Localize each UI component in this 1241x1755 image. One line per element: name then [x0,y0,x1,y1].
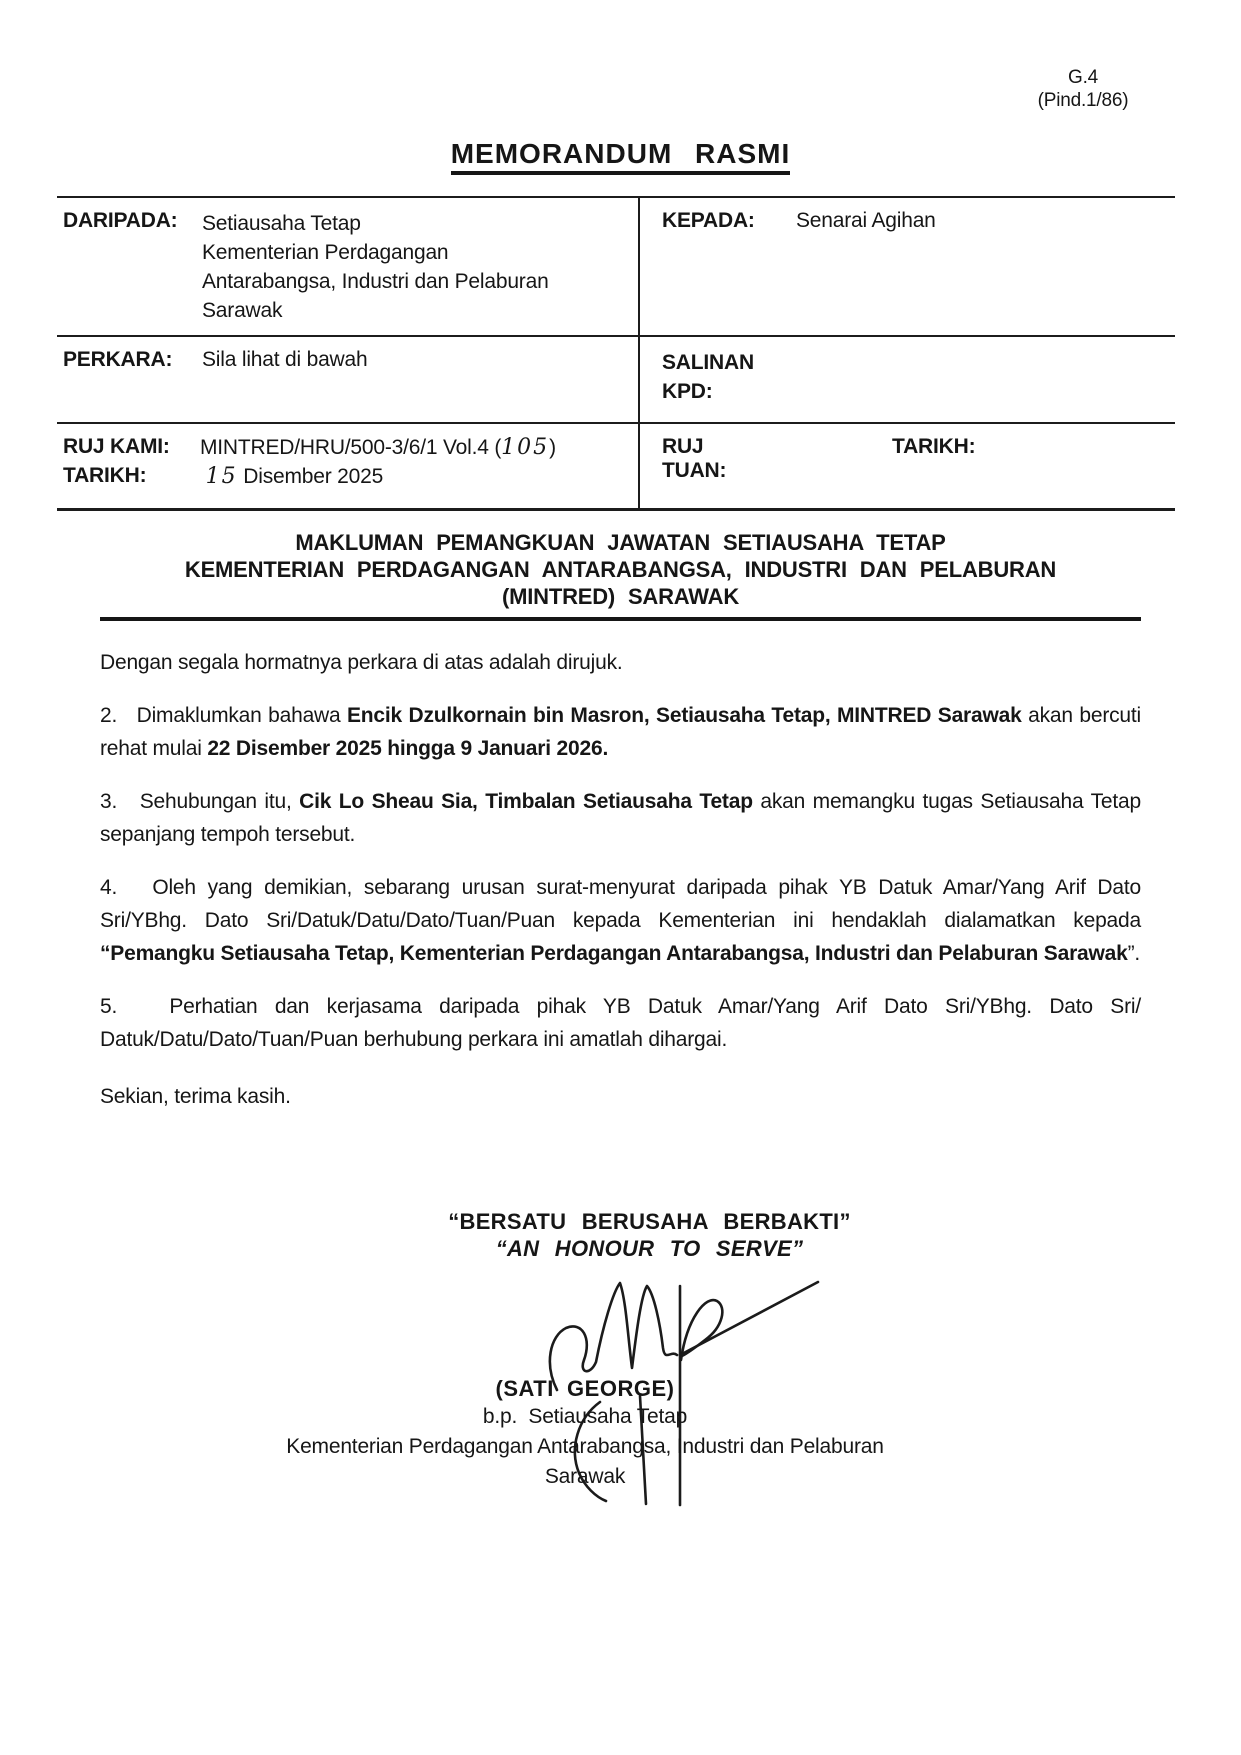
form-code: G.4 [1067,67,1099,88]
motto-english: “AN HONOUR TO SERVE” [495,1236,804,1261]
kepada-value: Senarai Agihan [796,209,936,232]
ruj-kami-handwritten-number: 105 [501,435,550,460]
paragraph-3: 3. Sehubungan itu, Cik Lo Sheau Sia, Timbalan Setiausaha Tetap akan memangku tugas Setiausaha Tetap sepanjang tempoh tersebut. [100,790,1142,846]
tarikh-handwritten-day: 15 [205,464,238,489]
ruj-tuan-label: RUJ TUAN: [662,435,727,482]
page-title: MEMORANDUM RASMI [451,138,791,175]
subject-heading [100,529,1141,621]
paragraph-2: 2. Dimaklumkan bahawa Encik Dzulkornain bin Masron, Setiausaha Tetap, MINTRED Sarawak akan bercuti rehat mulai 22 Disember 2025 hingga 9 Januari 2026. [100,704,1141,760]
subject-heading-line1: MAKLUMAN PEMANGKUAN JAWATAN SETIAUSAHA TETAP [295,530,946,555]
motto-block [0,1208,1241,1262]
subject-heading-line3: (MINTRED) SARAWAK [501,584,740,609]
form-revision: (Pind.1/86) [1037,90,1129,111]
paragraph-1: Dengan segala hormatnya perkara di atas adalah dirujuk. [100,651,623,674]
daripada-value: Setiausaha Tetap Kementerian Perdagangan Antarabangsa, Industri dan Pelaburan Sarawak [202,212,549,322]
ruj-kami-label: RUJ KAMI: [63,435,170,458]
signatory-on-behalf: b.p. Setiausaha Tetap [482,1405,688,1428]
closing-line: Sekian, terima kasih. [100,1085,291,1108]
ruj-kami-value: MINTRED/HRU/500-3/6/1 Vol.4 (105) [200,435,556,460]
kepada-label: KEPADA: [662,209,755,232]
memo-body [100,636,1141,1113]
motto-malay: “BERSATU BERUSAHA BERBAKTI” [448,1209,851,1234]
form-code-block [1018,66,1148,112]
memo-header-table [57,196,1175,511]
paragraph-4: 4. Oleh yang demikian, sebarang urusan surat-menyurat daripada pihak YB Datuk Amar/Yang Arif Dato Sri/YBhg. Dato Sri/Datuk/Datu/Dato/Tuan/Puan kepada Kementerian ini hendaklah dialamatkan kepada “Pemangku Setiausaha Tetap, Kementerian Perdagangan Antarabangsa, Industri dan Pelaburan Sarawak”. [100,876,1141,965]
subject-heading-line2: KEMENTERIAN PERDAGANGAN ANTARABANGSA, INDUSTRI DAN PELABURAN [184,557,1057,582]
perkara-label: PERKARA: [63,348,173,371]
paragraph-5: 5. Perhatian dan kerjasama daripada pihak YB Datuk Amar/Yang Arif Dato Sri/YBhg. Dato Sri/ Datuk/Datu/Dato/Tuan/Puan berhubung perkara ini amatlah dihargai. [100,995,1141,1051]
tarikh-tuan-label: TARIKH: [892,435,976,458]
signatory-org-state: Sarawak [544,1465,626,1488]
daripada-label: DARIPADA: [63,209,178,232]
signatory-org: Kementerian Perdagangan Antarabangsa, Industri dan Pelaburan [286,1435,884,1458]
tarikh-kami-label: TARIKH: [63,464,147,487]
salinan-label: SALINAN KPD: [662,351,754,403]
tarikh-kami-value: 15 Disember 2025 [205,464,384,489]
signatory-name: (SATI GEORGE) [495,1376,675,1401]
signatory-block [0,1376,1170,1492]
perkara-value: Sila lihat di bawah [202,348,368,371]
